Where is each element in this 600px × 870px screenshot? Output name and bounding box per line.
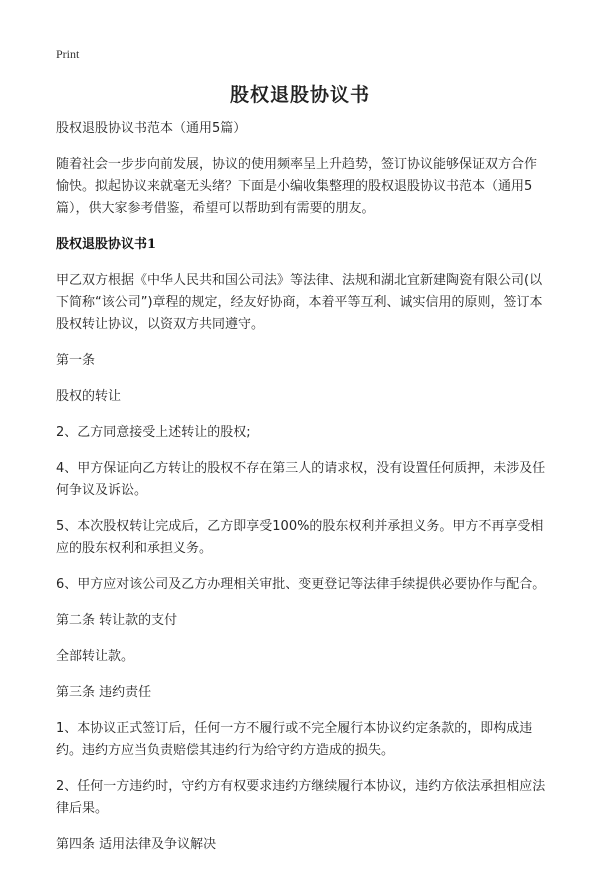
subtitle: 股权退股协议书范本（通用5篇） <box>56 121 247 136</box>
clause-2: 2、乙方同意接受上述转让的股权; <box>56 425 251 440</box>
intro-paragraph: 随着社会一步步向前发展，协议的使用频率呈上升趋势，签订协议能够保证双方合作愉快。拟起协议来就毫无头绪？下面是小编收集整理的股权退股协议书范本（通用5篇），供大家参考借鉴，希望可以帮助到有需要的朋友。 <box>56 157 538 216</box>
clause-4: 4、甲方保证向乙方转让的股权不存在第三人的请求权，没有设置任何质押，未涉及任何争议及诉讼。 <box>56 461 546 498</box>
article-three-clause-2: 2、任何一方违约时，守约方有权要求违约方继续履行本协议，违约方依法承担相应法律后果。 <box>56 779 546 816</box>
clause-5: 5、本次股权转让完成后，乙方即享受100%的股东权利并承担义务。甲方不再享受相应的股东权利和承担义务。 <box>56 519 544 556</box>
paragraph-preamble: 甲乙双方根据《中华人民共和国公司法》等法律、法规和湖北宜新建陶瓷有限公司(以下简称“该公司”)章程的规定，经友好协商，本着平等互利、诚实信用的原则，签订本股权转让协议，以资双方共同遵守。 <box>56 273 543 332</box>
article-two-text: 全部转让款。 <box>56 649 135 664</box>
section-heading: 股权退股协议书1 <box>56 237 157 252</box>
article-one-title: 股权的转让 <box>56 389 122 404</box>
article-two-heading: 第二条 转让款的支付 <box>56 613 178 628</box>
clause-6: 6、甲方应对该公司及乙方办理相关审批、变更登记等法律手续提供必要协作与配合。 <box>56 577 546 592</box>
page-title: 股权退股协议书 <box>229 84 370 106</box>
print-link[interactable]: Print <box>56 47 80 61</box>
article-one-heading: 第一条 <box>56 353 96 368</box>
article-three-clause-1: 1、本协议正式签订后，任何一方不履行或不完全履行本协议约定条款的，即构成违约。违约方应当负责赔偿其违约行为给守约方造成的损失。 <box>56 721 533 758</box>
article-four-heading: 第四条 适用法律及争议解决 <box>56 837 217 852</box>
article-three-heading: 第三条 违约责任 <box>56 685 152 700</box>
document-body <box>56 118 548 870</box>
